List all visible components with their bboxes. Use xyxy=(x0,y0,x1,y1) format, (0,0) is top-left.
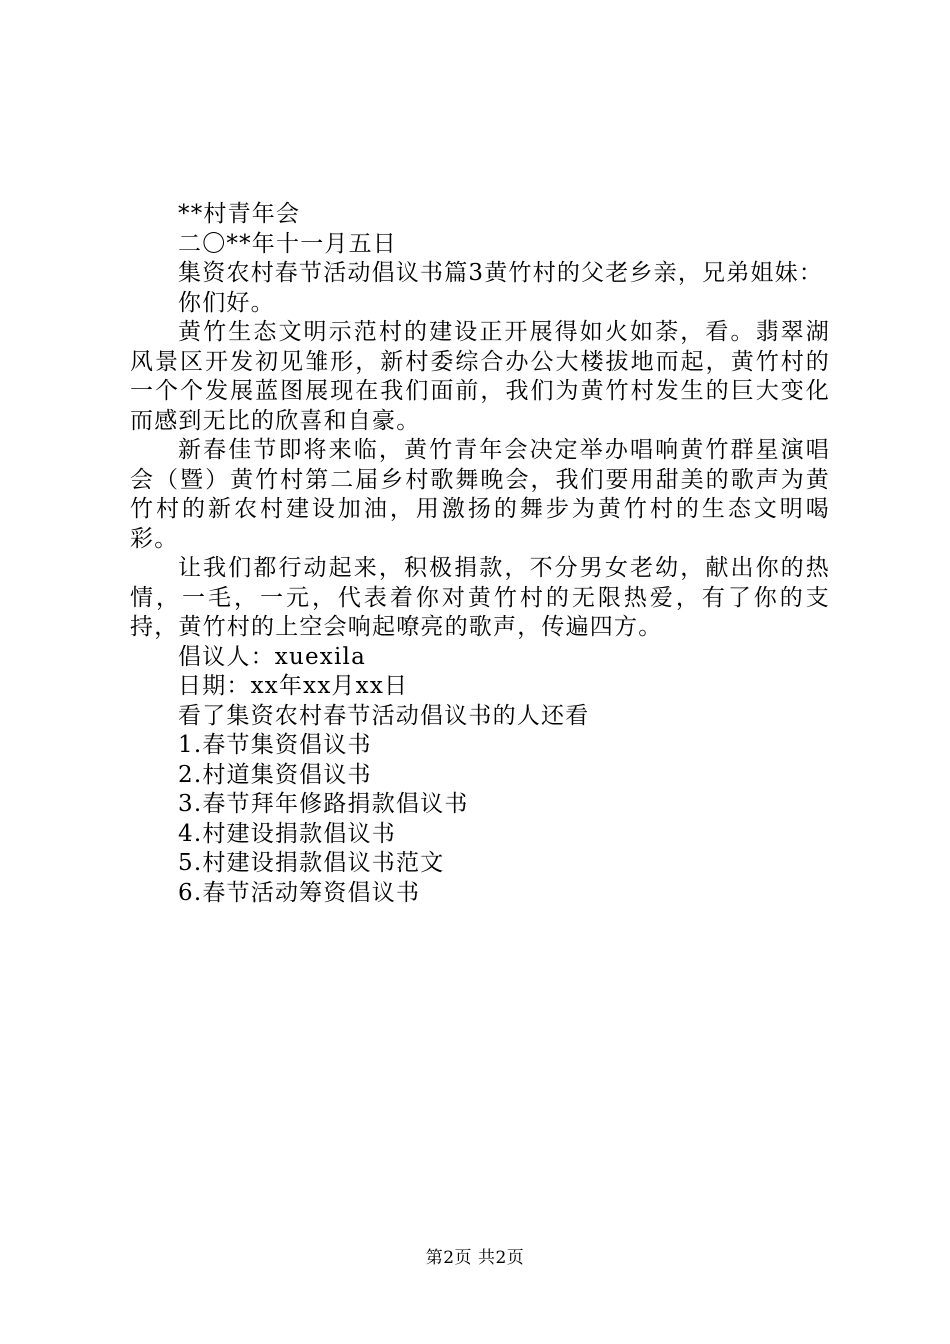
related-link-3[interactable]: 3.春节拜年修路捐款倡议书 xyxy=(178,791,469,817)
date-field-line: 日期：xx年xx月xx日 xyxy=(178,673,409,699)
body-paragraph-1: 黄竹生态文明示范村的建设正开展得如火如荼，看。翡翠湖风景区开发初见雏形，新村委综合办公大楼拔地而起，黄竹村的一个个发展蓝图展现在我们面前，我们为黄竹村发生的巨大变化而感到无比的欣喜和自豪。 xyxy=(130,319,830,434)
signature-line: **村青年会 xyxy=(178,201,301,227)
related-link-4[interactable]: 4.村建设捐款倡议书 xyxy=(178,820,396,847)
related-link-2[interactable]: 2.村道集资倡议书 xyxy=(178,761,372,788)
title-paragraph: 集资农村春节活动倡议书篇3黄竹村的父老乡亲，兄弟姐妹： xyxy=(178,260,824,286)
greeting-line: 你们好。 xyxy=(178,289,275,316)
page-footer: 第2页 共2页 xyxy=(425,1248,525,1268)
related-heading: 看了集资农村春节活动倡议书的人还看 xyxy=(178,702,590,729)
body-paragraph-2: 新春佳节即将来临，黄竹青年会决定举办唱响黄竹群星演唱会（暨）黄竹村第二届乡村歌舞晚会，我们要用甜美的歌声为黄竹村的新农村建设加油，用激扬的舞步为黄竹村的生态文明喝彩。 xyxy=(130,437,830,552)
date-line: 二〇**年十一月五日 xyxy=(178,230,397,257)
related-link-6[interactable]: 6.春节活动筹资倡议书 xyxy=(178,879,421,906)
body-paragraph-3: 让我们都行动起来，积极捐款，不分男女老幼，献出你的热情，一毛，一元，代表着你对黄竹村的无限热爱，有了你的支持，黄竹村的上空会响起嘹亮的歌声，传遍四方。 xyxy=(130,555,830,640)
related-link-5[interactable]: 5.村建设捐款倡议书范文 xyxy=(178,850,445,876)
initiator-line: 倡议人：xuexila xyxy=(178,643,366,670)
related-link-1[interactable]: 1.春节集资倡议书 xyxy=(178,732,372,758)
document-body xyxy=(130,200,830,908)
